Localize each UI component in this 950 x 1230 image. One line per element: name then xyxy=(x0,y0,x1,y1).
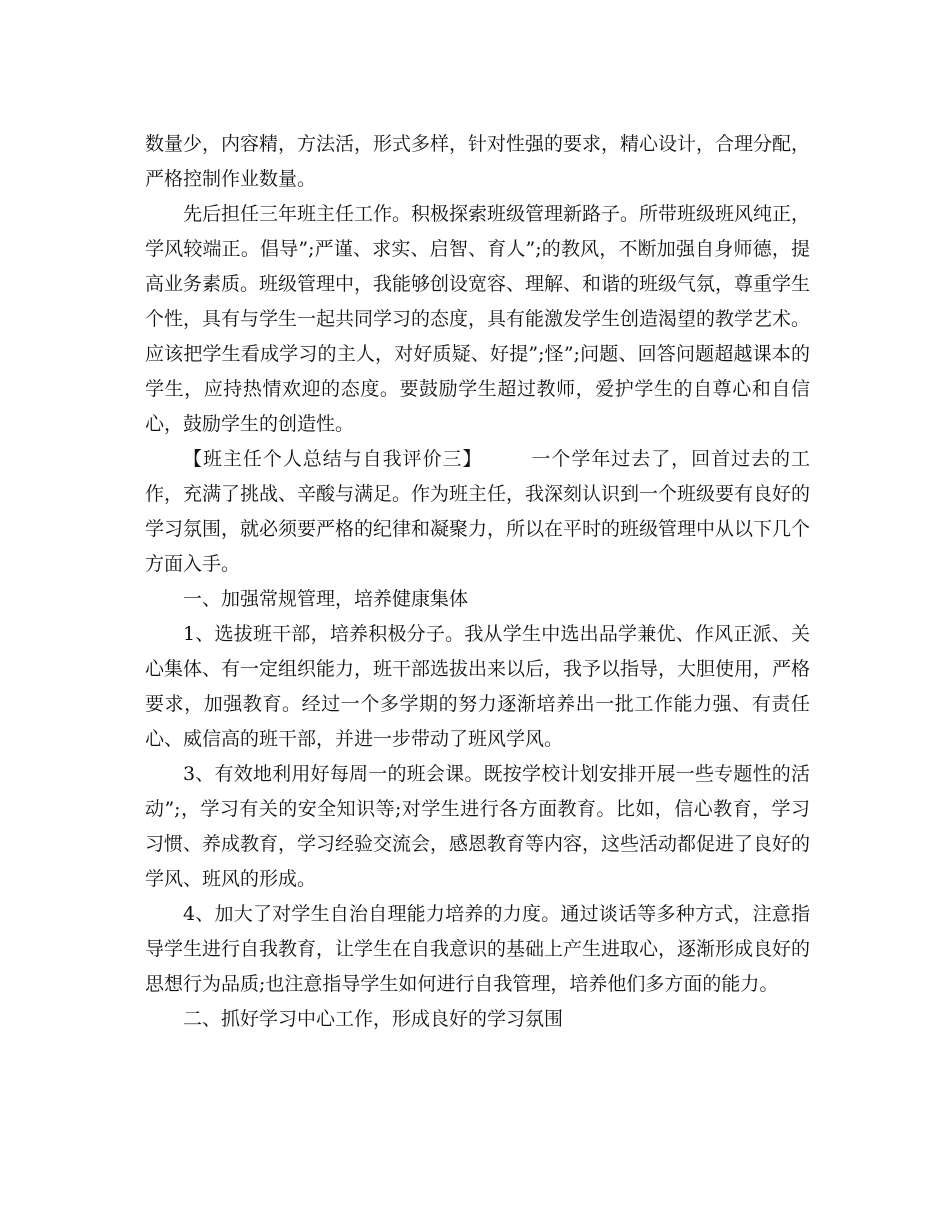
paragraph-class-meeting: 3、有效地利用好每周一的班会课。既按学校计划安排开展一些专题性的活动”;，学习有关的安全知识等;对学生进行各方面教育。比如，信心教育，学习习惯、养成教育，学习经验交流会，感恩教育等内容，这些活动都促进了良好的学风、班风的形成。 xyxy=(145,763,811,890)
paragraph-self-management: 4、加大了对学生自治自理能力培养的力度。通过谈话等多种方式，注意指导学生进行自我教育，让学生在自我意识的基础上产生进取心，逐渐形成良好的思想行为品质;也注意指导学生如何进行自我管理，培养他们多方面的能力。 xyxy=(145,903,811,995)
paragraph-class-cadres: 1、选拔班干部，培养积极分子。我从学生中选出品学兼优、作风正派、关心集体、有一定组织能力，班干部选拔出来以后，我予以指导，大胆使用，严格要求，加强教育。经过一个多学期的努力逐渐培养出一批工作能力强、有责任心、威信高的班干部，并进一步带动了班风学风。 xyxy=(145,623,811,750)
section-title: 【班主任个人总结与自我评价三】 xyxy=(183,448,483,470)
paragraph-section-three xyxy=(145,442,810,582)
section-text: 一个学年过去了，回首过去的工作，充满了挑战、辛酸与满足。作为班主任，我深刻认识到一个班级要有良好的学习氛围，就必须要严格的纪律和凝聚力，所以在平时的班级管理中从以下几个方面入手。 xyxy=(145,448,811,575)
heading-learning-atmosphere: 二、抓好学习中心工作，形成良好的学习氛围 xyxy=(183,1008,564,1030)
heading-routine-management: 一、加强常规管理，培养健康集体 xyxy=(183,588,469,610)
paragraph-continued: 数量少，内容精，方法活，形式多样，针对性强的要求，精心设计，合理分配，严格控制作业数量。 xyxy=(145,133,811,190)
document-body xyxy=(145,127,810,1037)
paragraph-class-management: 先后担任三年班主任工作。积极探索班级管理新路子。所带班级班风纯正，学风较端正。倡导”;严谨、求实、启智、育人”;的教风，不断加强自身师德，提高业务素质。班级管理中，我能够创设宽容、理解、和谐的班级气氛，尊重学生个性，具有与学生一起共同学习的态度，具有能激发学生创造渴望的教学艺术。应该把学生看成学习的主人，对好质疑、好提”;怪”;问题、回答问题超越课本的学生，应持热情欢迎的态度。要鼓励学生超过教师，爱护学生的自尊心和自信心，鼓励学生的创造性。 xyxy=(145,203,811,435)
